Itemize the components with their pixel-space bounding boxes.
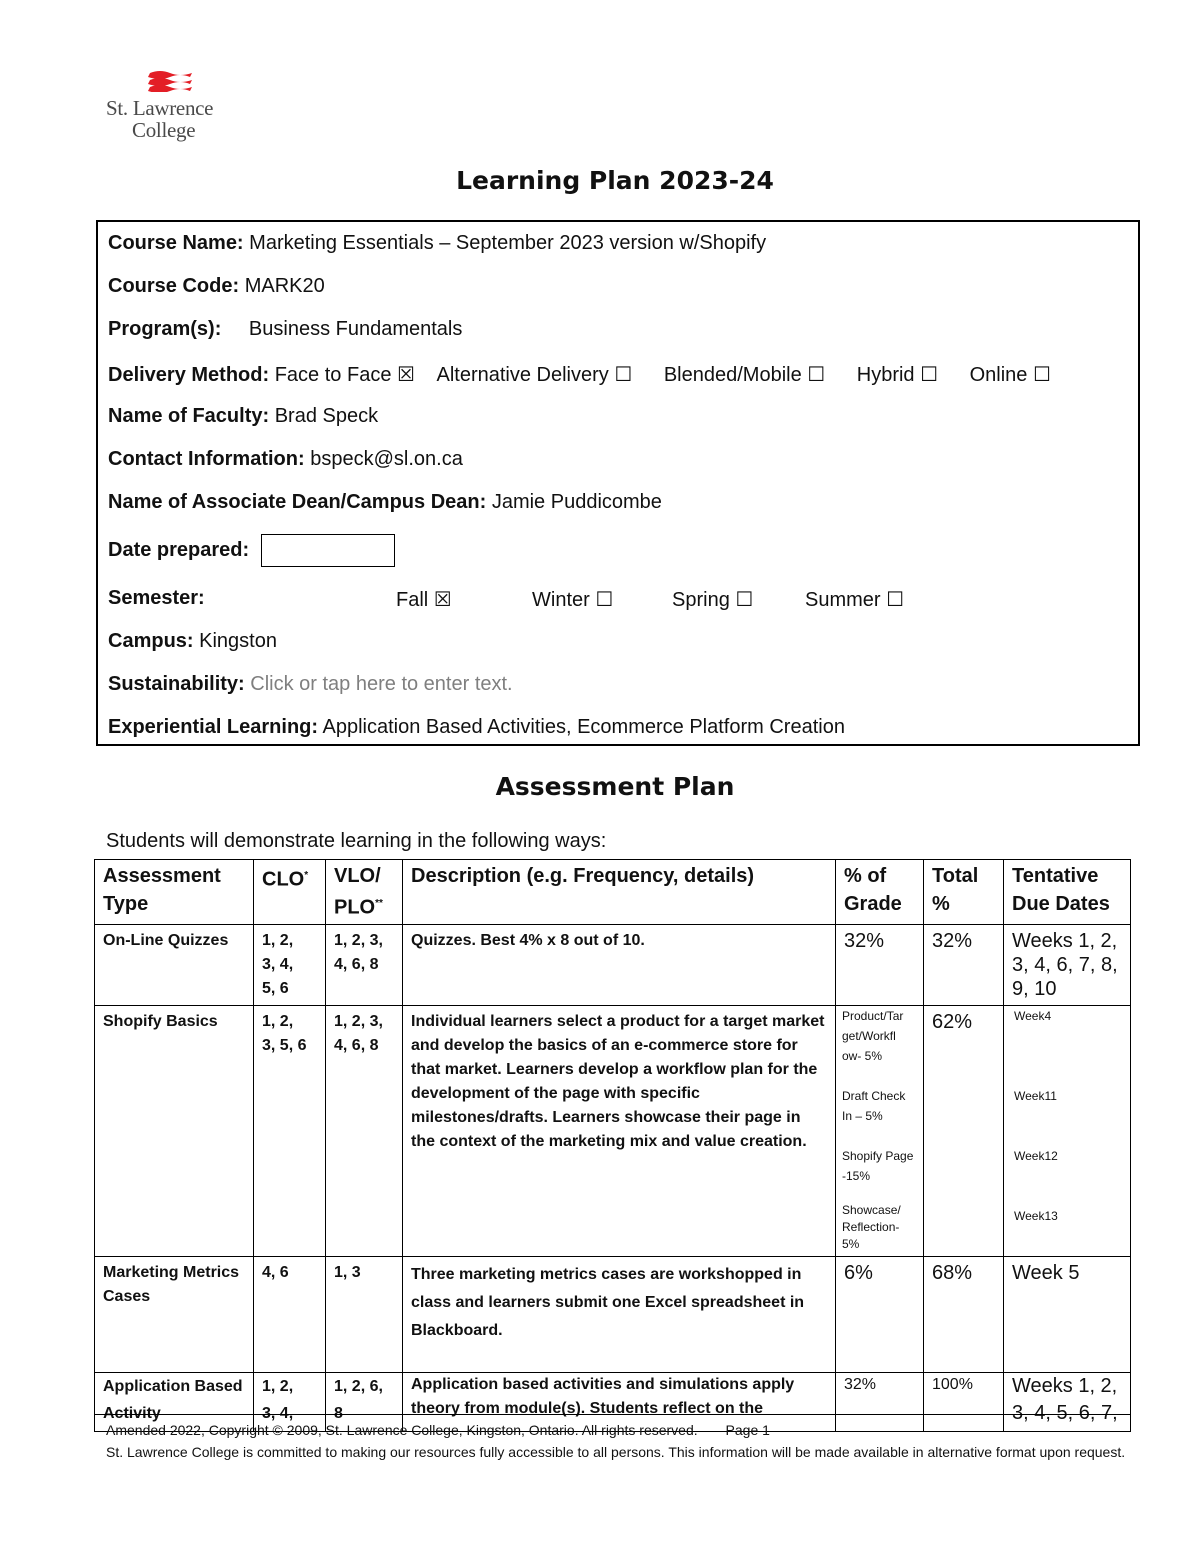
contact-row — [108, 448, 463, 471]
table-row — [95, 1256, 1131, 1372]
course-name-label: Course Name: — [108, 232, 244, 254]
date-prepared-label: Date prepared: — [108, 538, 250, 561]
grade-item: Draft Check In – 5% — [842, 1088, 906, 1123]
dean-label: Name of Associate Dean/Campus Dean: — [108, 491, 487, 513]
contact-label: Contact Information: — [108, 448, 305, 470]
programs-label: Program(s): — [108, 318, 222, 340]
delivery-option-online[interactable]: Online ☐ — [969, 364, 1051, 386]
course-name-value: Marketing Essentials – September 2023 version w/Shopify — [249, 232, 767, 254]
course-code-value: MARK20 — [244, 275, 325, 297]
assessment-plan-title: Assessment Plan — [495, 772, 735, 801]
clo-cell: 1, 2, 3, 4, 5, 6 — [254, 924, 326, 1005]
footer-copyright: Amended 2022, Copyright © 2009, St. Lawrence College, Kingston, Ontario. All rights reserved. — [106, 1422, 698, 1438]
due-item: Week4 — [1014, 1008, 1052, 1023]
campus-row — [108, 630, 277, 653]
total-cell: 62% — [924, 1005, 1004, 1256]
header-vlo-plo: VLO/ PLO** — [326, 860, 403, 925]
page-title: Learning Plan 2023-24 — [456, 166, 774, 195]
assessment-table — [94, 859, 1131, 1432]
campus-label: Campus: — [108, 630, 194, 652]
date-prepared-field[interactable] — [261, 534, 395, 567]
assessment-type-cell: On-Line Quizzes — [95, 924, 254, 1005]
logo-waves-icon — [146, 70, 196, 92]
clo-cell: 4, 6 — [254, 1256, 326, 1372]
due-date-cell: Weeks 1, 2, 3, 4, 6, 7, 8, 9, 10 — [1004, 924, 1131, 1005]
vlo-cell: 1, 3 — [326, 1256, 403, 1372]
description-cell: Quizzes. Best 4% x 8 out of 10. — [403, 924, 836, 1005]
footer-page-number: Page 1 — [725, 1422, 770, 1438]
header-percent-grade: % of Grade — [836, 860, 924, 925]
delivery-option-blended[interactable]: Blended/Mobile ☐ — [663, 364, 826, 386]
course-code-row — [108, 275, 325, 298]
semester-option-winter[interactable]: Winter ☐ — [532, 589, 614, 611]
semester-row — [108, 587, 1118, 613]
course-code-label: Course Code: — [108, 275, 240, 297]
assessment-intro: Students will demonstrate learning in the following ways: — [106, 830, 607, 852]
semester-option-spring[interactable]: Spring ☐ — [672, 589, 754, 611]
grade-item: Shopify Page -15% — [842, 1148, 914, 1183]
vlo-cell: 1, 2, 3, 4, 6, 8 — [326, 1005, 403, 1256]
experiential-value: Application Based Activities, Ecommerce Platform Creation — [322, 716, 845, 738]
due-item: Week12 — [1014, 1148, 1058, 1163]
experiential-row — [108, 716, 845, 739]
header-description: Description (e.g. Frequency, details) — [403, 860, 836, 925]
header-total: Total % — [924, 860, 1004, 925]
grade-cell: 32% — [836, 1372, 924, 1431]
table-header-row — [95, 860, 1131, 925]
delivery-method-row — [108, 362, 1051, 387]
footer-copyright-line — [106, 1419, 1146, 1441]
due-date-cell: Weeks 1, 2, 3, 4, 5, 6, 7, — [1004, 1372, 1131, 1431]
due-item: Week11 — [1014, 1088, 1057, 1103]
vlo-cell: 1, 2, 6, 8 — [326, 1372, 403, 1431]
clo-cell: 1, 2, 3, 4, — [254, 1372, 326, 1431]
header-due-dates: Tentative Due Dates — [1004, 860, 1131, 925]
delivery-option-alternative[interactable]: Alternative Delivery ☐ — [436, 364, 633, 386]
campus-value: Kingston — [199, 630, 277, 652]
course-info-box — [96, 220, 1140, 746]
sustainability-row — [108, 673, 513, 696]
dean-value: Jamie Puddicombe — [491, 491, 662, 513]
faculty-label: Name of Faculty: — [108, 405, 270, 427]
grade-item: Showcase/ Reflection- 5% — [842, 1202, 901, 1251]
total-cell: 100% — [924, 1372, 1004, 1431]
logo-text-line2: College — [132, 118, 196, 142]
page-footer — [106, 1419, 1146, 1463]
footer-accessibility: St. Lawrence College is committed to making our resources fully accessible to all persons. This information will be made available in alternative format upon request. — [106, 1444, 1126, 1460]
programs-row — [108, 318, 462, 341]
due-date-cell — [1004, 1005, 1131, 1256]
description-cell: Application based activities and simulations apply theory from module(s). Students reflect on the — [403, 1372, 836, 1431]
description-cell: Three marketing metrics cases are workshopped in class and learners submit one Excel spreadsheet in Blackboard. — [403, 1256, 836, 1372]
header-clo: CLO* — [254, 860, 326, 925]
assessment-type-cell: Shopify Basics — [95, 1005, 254, 1256]
sustainability-input[interactable]: Click or tap here to enter text. — [250, 673, 513, 695]
college-logo — [106, 70, 236, 144]
experiential-label: Experiential Learning: — [108, 716, 319, 738]
table-row — [95, 1005, 1131, 1256]
faculty-value: Brad Speck — [274, 405, 379, 427]
vlo-cell: 1, 2, 3, 4, 6, 8 — [326, 924, 403, 1005]
delivery-option-face-to-face[interactable]: Face to Face ☒ — [274, 364, 415, 386]
dean-row — [108, 491, 662, 514]
programs-value: Business Fundamentals — [248, 318, 463, 340]
total-cell: 32% — [924, 924, 1004, 1005]
logo-text-line1: St. Lawrence — [106, 96, 214, 120]
semester-option-fall[interactable]: Fall ☒ — [396, 589, 452, 611]
contact-email[interactable]: bspeck@sl.on.ca — [310, 448, 463, 470]
header-assessment-type: Assessment Type — [95, 860, 254, 925]
grade-item: Product/Tar get/Workfl ow- 5% — [842, 1008, 904, 1063]
due-item: Week13 — [1014, 1208, 1058, 1223]
sustainability-label: Sustainability: — [108, 673, 245, 695]
assessment-type-cell: Application Based Activity — [95, 1372, 254, 1431]
footer-divider — [94, 1414, 1130, 1415]
course-name-row — [108, 232, 766, 255]
grade-cell: 6% — [836, 1256, 924, 1372]
table-row — [95, 924, 1131, 1005]
description-cell: Individual learners select a product for a target market and develop the basics of an e-commerce store for that market. Learners develop a workflow plan for the development of the page with specific milestones/drafts. Learners showcase their page in the context of the marketing mix and value creation. — [403, 1005, 836, 1256]
delivery-option-hybrid[interactable]: Hybrid ☐ — [856, 364, 939, 386]
due-date-cell: Week 5 — [1004, 1256, 1131, 1372]
grade-cell: 32% — [836, 924, 924, 1005]
delivery-method-label: Delivery Method: — [108, 364, 270, 386]
faculty-row — [108, 405, 378, 428]
assessment-type-cell: Marketing Metrics Cases — [95, 1256, 254, 1372]
date-prepared-row — [108, 534, 395, 567]
semester-label: Semester: — [108, 587, 205, 609]
semester-option-summer[interactable]: Summer ☐ — [805, 589, 905, 611]
grade-cell — [836, 1005, 924, 1256]
clo-cell: 1, 2, 3, 5, 6 — [254, 1005, 326, 1256]
total-cell: 68% — [924, 1256, 1004, 1372]
